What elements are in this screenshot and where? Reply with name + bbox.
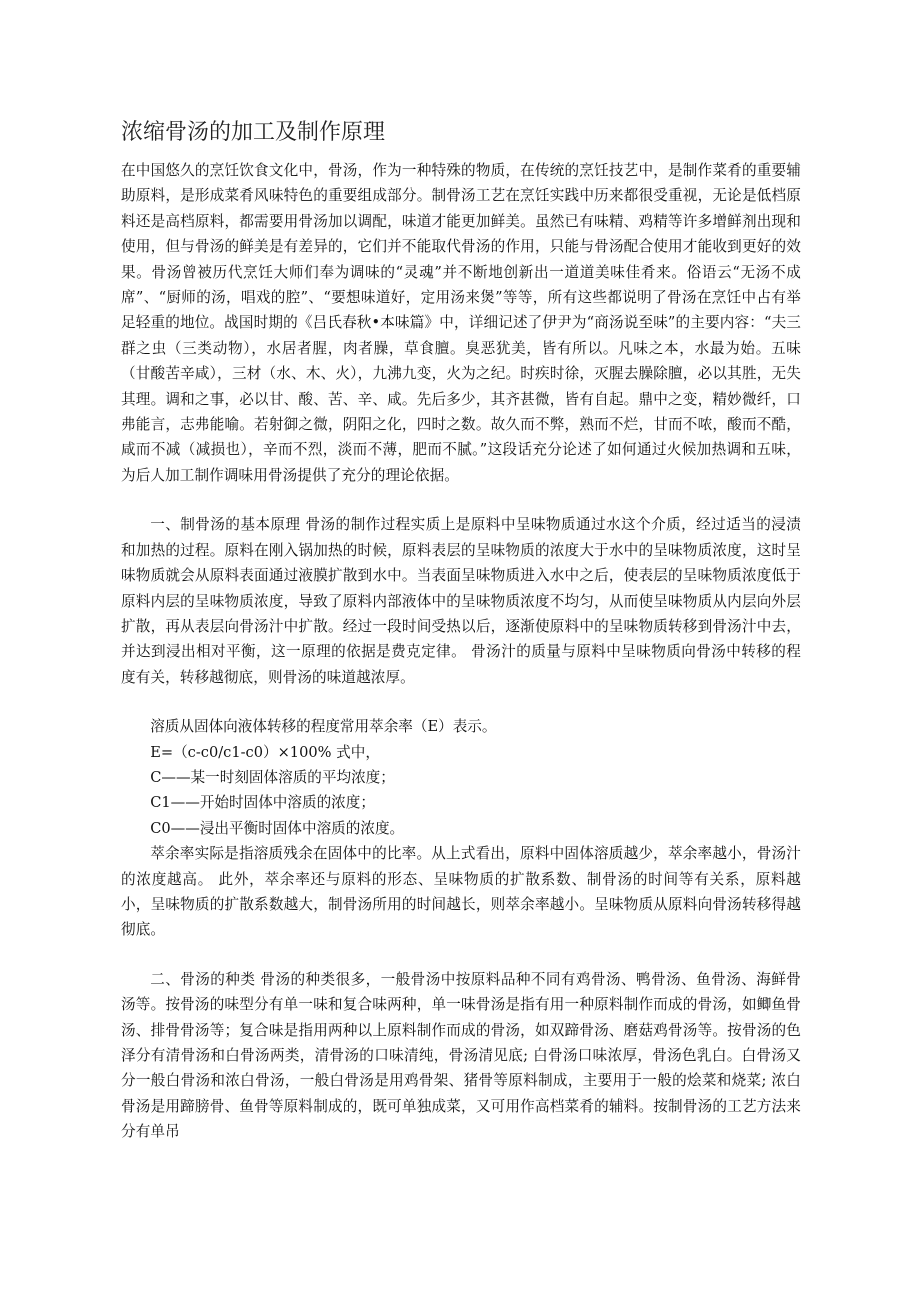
document-title: 浓缩骨汤的加工及制作原理	[121, 120, 386, 145]
section-1-paragraph: 一、制骨汤的基本原理 骨汤的制作过程实质上是原料中呈味物质通过水这个介质，经过适当的浸渍和加热的过程。原料在刚入锅加热的时候，原料表层的呈味物质的浓度大于水中的呈味物质浓度，这时呈味物质就会从原料表面通过液膜扩散到水中。当表面呈味物质进入水中之后，使表层的呈味物质浓度低于原料内层的呈味物质浓度，导致了原料内部液体中的呈味物质浓度不均匀，从而使呈味物质从内层向外层扩散，再从表层向骨汤汁中扩散。经过一段时间受热以后，逐渐使原料中的呈味物质转移到骨汤汁中去，并达到浸出相对平衡，这一原理的依据是费克定律。 骨汤汁的质量与原料中呈味物质向骨汤中转移的程度有关，转移越彻底，则骨汤的味道越浓厚。	[121, 516, 801, 686]
paragraph-gap	[121, 943, 801, 967]
intro-paragraph: 在中国悠久的烹饪饮食文化中，骨汤，作为一种特殊的物质，在传统的烹饪技艺中，是制作菜肴的重要辅助原料，是形成菜肴风味特色的重要组成部分。制骨汤工艺在烹饪实践中历来都很受重视，无论是低档原料还是高档原料，都需要用骨汤加以调配，味道才能更加鲜美。虽然已有味精、鸡精等许多增鲜剂出现和使用，但与骨汤的鲜美是有差异的，它们并不能取代骨汤的作用，只能与骨汤配合使用才能收到更好的效果。骨汤曾被历代烹饪大师们奉为调味的“灵魂”并不断地创新出一道道美味佳肴来。俗语云“无汤不成席”、“厨师的汤，唱戏的腔”、“要想味道好，定用汤来煲”等等，所有这些都说明了骨汤在烹饪中占有举足轻重的地位。战国时期的《吕氏春秋•本味篇》中，详细记述了伊尹为“商汤说至味”的主要内容：“夫三群之虫（三类动物），水居者腥，肉者臊，草食膻。臭恶犹美，皆有所以。凡味之本，水最为始。五味（甘酸苦辛咸），三材（水、木、火），九沸九变，火为之纪。时疾时徐，灭腥去臊除膻，必以其胜，无失其理。调和之事，必以甘、酸、苦、辛、咸。先后多少，其齐甚微，皆有自起。鼎中之变，精妙微纤，口弗能言，志弗能喻。若射御之微，阴阳之化，四时之数。故久而不弊，熟而不烂，甘而不哝，酸而不酷，咸而不减（减损也），辛而不烈，淡而不薄，肥而不腻。”这段话充分论述了如何通过火候加热调和五味，为后人加工制作调味用骨汤提供了充分的理论依据。	[121, 162, 801, 484]
formula-equation: E=（c-c0/c1-c0）×100% 式中，	[150, 743, 380, 761]
formula-intro: 溶质从固体向液体转移的程度常用萃余率（E）表示。	[150, 718, 497, 736]
paragraph-gap	[121, 488, 801, 512]
section-2-paragraph: 二、骨汤的种类 骨汤的种类很多，一般骨汤中按原料品种不同有鸡骨汤、鸭骨汤、鱼骨汤、海鲜骨汤等。按骨汤的味型分有单一味和复合味两种，单一味骨汤是指有用一种原料制作而成的骨汤，如鲫鱼骨汤、排骨骨汤等；复合味是指用两种以上原料制作而成的骨汤，如双蹄骨汤、磨菇鸡骨汤等。按骨汤的色泽分有清骨汤和白骨汤两类，清骨汤的口味清纯，骨汤清见底; 白骨汤口味浓厚，骨汤色乳白。白骨汤又分一般白骨汤和浓白骨汤，一般白骨汤是用鸡骨架、猪骨等原料制成，主要用于一般的烩菜和烧菜; 浓白骨汤是用蹄膀骨、鱼骨等原料制成的，既可单独成菜，又可用作高档菜肴的辅料。按制骨汤的工艺方法来分有单吊	[121, 970, 801, 1141]
document-page	[121, 118, 801, 1145]
formula-variable-c0: C0——浸出平衡时固体中溶质的浓度。	[150, 819, 405, 837]
formula-block	[121, 714, 801, 841]
formula-variable-c: C——某一时刻固体溶质的平均浓度；	[150, 768, 395, 786]
formula-variable-c1: C1——开始时固体中溶质的浓度；	[150, 794, 375, 812]
formula-explanation-paragraph: 萃余率实际是指溶质残余在固体中的比率。从上式看出，原料中固体溶质越少，萃余率越小，骨汤汁的浓度越高。 此外，萃余率还与原料的形态、呈味物质的扩散系数、制骨汤的时间等有关系，原料越小，呈味物质的扩散系数越大，制骨汤所用的时间越长，则萃余率越小。呈味物质从原料向骨汤转移得越彻底。	[121, 845, 801, 939]
paragraph-gap	[121, 690, 801, 714]
